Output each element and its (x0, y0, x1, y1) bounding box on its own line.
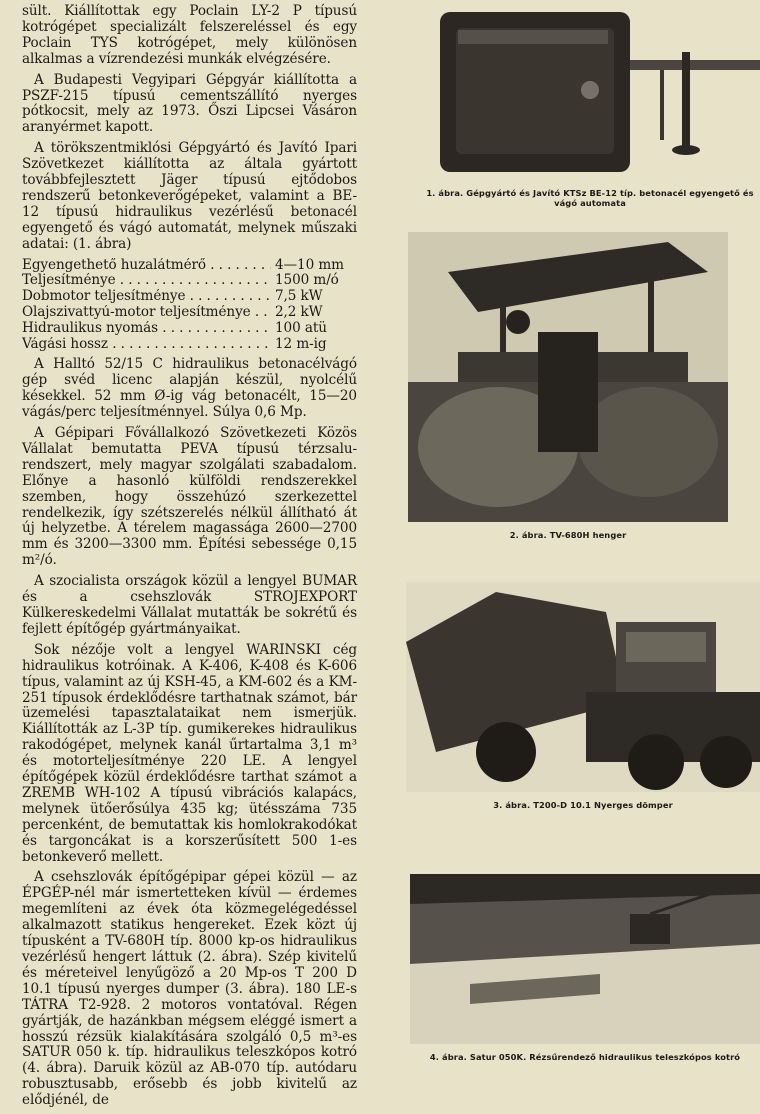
paragraph-2: A Budapesti Vegyipari Gépgyár kiállította a PSZF-215 típusú cementszállító nyerges pótkocsit, mely az 1973. Őszi Lipcsei Vásáron aranyérmet kapott. (22, 71, 357, 136)
paragraph-7: Sok nézője volt a lengyel WARINSKI cég hidraulikus kotróinak. A K-406, K-408 és K-606 típus, valamint az új KSH-45, a KM-602 és a KM-251 típusok érdeklődésre tarthatnak számot, bár üzemelési tapasztalataikat nem ismerjük. Kiállították az L-3P típ. gumikerekes hidraulikus rakodógépet, melynek kanál űrtartalma 3,1 m³ és motorteljesítménye 220 LE. A lengyel építőgépek közül érdeklődésre tarthat számot a ZREMB WH-102 A típusú vibrációs kalapács, melynek ütőerősúlya 435 kg; ütésszáma 735 percenként, de bemutattak kis homlokrakodókat és targoncákat is a korszerűsített 500 1-es betonkeverő mellett. (22, 641, 357, 865)
figure-2-caption: 2. ábra. TV-680H henger (509, 530, 627, 540)
spec-label: Dobmotor teljesítménye . . . (22, 289, 271, 305)
spec-label: Olajszivattyú-motor teljesítménye . . . (22, 305, 271, 321)
paragraph-5: A Gépipari Fővállalkozó Szövetkezeti Közös Vállalat bemutatta PEVA típusú térzsalu-rendszert, mely magyar szolgálati szabadalom. Előnye a hasonló külföldi rendszerekkel szemben, hogy összehúzó szerkezettel rendelkezik, így szétszerelés nélkül állítható át új helyzetbe. A térelem magassága 2600—2700 mm és 3200—3300 mm. Építési sebessége 0,15 m²/ó. (22, 425, 357, 569)
figure-column (400, 0, 760, 1084)
figure-4-photo (410, 874, 760, 1044)
spec-label: Vágási hossz . . . (22, 337, 271, 353)
spec-row (22, 273, 357, 289)
spec-value: 12 m-ig (271, 337, 357, 353)
figure-1-caption: 1. ábra. Gépgyártó és Javító KTSz BE-12 típ. betonacél egyengető és vágó automata (426, 188, 754, 208)
paragraph-8: A csehszlovák építőgépipar gépei közül — az ÉPGÉP-nél már ismertetteken kívül — érdemes megemlíteni az évek óta közmegelégedéssel alkalmazott statikus hengereket. Ezek közt új típusként a TV-680H típ. 8000 kp-os hidraulikus vezérlésű hengert láttuk (2. ábra). Szép kivitelű és méreteivel lenyűgöző a 20 Mp-os T 200 D 10.1 típusú nyerges dumper (3. ábra). 180 LE-s TÁTRA T2-928. 2 motoros vontatóval. Régen gyártják, de hazánkban mégsem eléggé ismert a hosszú rézsük kialakítására szolgáló 0,5 m³-es SATUR 050 k. típ. hidraulikus teleszkópos kotró (4. ábra). Daruik közül az AB-070 típ. autódaru robusztusabb, erősebb és jobb kivitelű az elődjénél, de (22, 869, 357, 1109)
spec-label: Egyengethető huzalátmérő . . . (22, 258, 271, 274)
spec-value: 1500 m/ó (271, 273, 357, 289)
spec-label: Hidraulikus nyomás . . . (22, 321, 271, 337)
spec-label: Teljesítménye . . . (22, 273, 271, 289)
paragraph-1: sült. Kiállítottak egy Poclain LY-2 P típusú kotrógépet specializált felszereléssel és egy Poclain TYS kotrógépet, mely különösen alkalmas a vízrendezési munkák elvégzésére. (22, 3, 357, 67)
figure-3-photo (406, 582, 760, 792)
spec-table (22, 258, 357, 353)
spec-value: 2,2 kW (271, 305, 357, 321)
figure-3-caption: 3. ábra. T200-D 10.1 Nyerges dömper (493, 800, 673, 810)
figure-4-caption: 4. ábra. Satur 050K. Rézsűrendező hidraulikus teleszkópos kotró (429, 1052, 741, 1062)
spec-row (22, 289, 357, 305)
spec-row (22, 258, 357, 274)
spec-value: 100 atü (271, 321, 357, 337)
spec-row (22, 305, 357, 321)
spec-row (22, 337, 357, 353)
paragraph-3: A törökszentmiklósi Gépgyártó és Javító Ipari Szövetkezet kiállította az általa gyártott továbbfejlesztett Jäger típusú ejtődobos rendszerű betonkeverőgépeket, valamint a BE-12 típusú hidraulikus vezérlésű betonacél egyengető és vágó automatát, melynek műszaki adatai: (1. ábra) (22, 140, 357, 252)
spec-value: 4—10 mm (271, 258, 357, 274)
figure-1-photo (420, 0, 760, 178)
paragraph-4: A Halltó 52/15 C hidraulikus betonacélvágó gép svéd licenc alapján készül, nyolcélű késekkel. 52 mm Ø-ig vág betonacélt, 15—20 vágás/perc teljesítménnyel. Súlya 0,6 Mp. (22, 356, 357, 421)
figure-2-photo (408, 232, 728, 522)
spec-row (22, 321, 357, 337)
spec-value: 7,5 kW (271, 289, 357, 305)
article-text-column (22, 4, 357, 1114)
paragraph-6: A szocialista országok közül a lengyel BUMAR és a csehszlovák STROJEXPORT Külkereskedelmi Vállalat mutatták be sokrétű és fejlett építőgép gyártmányaikat. (22, 573, 357, 637)
